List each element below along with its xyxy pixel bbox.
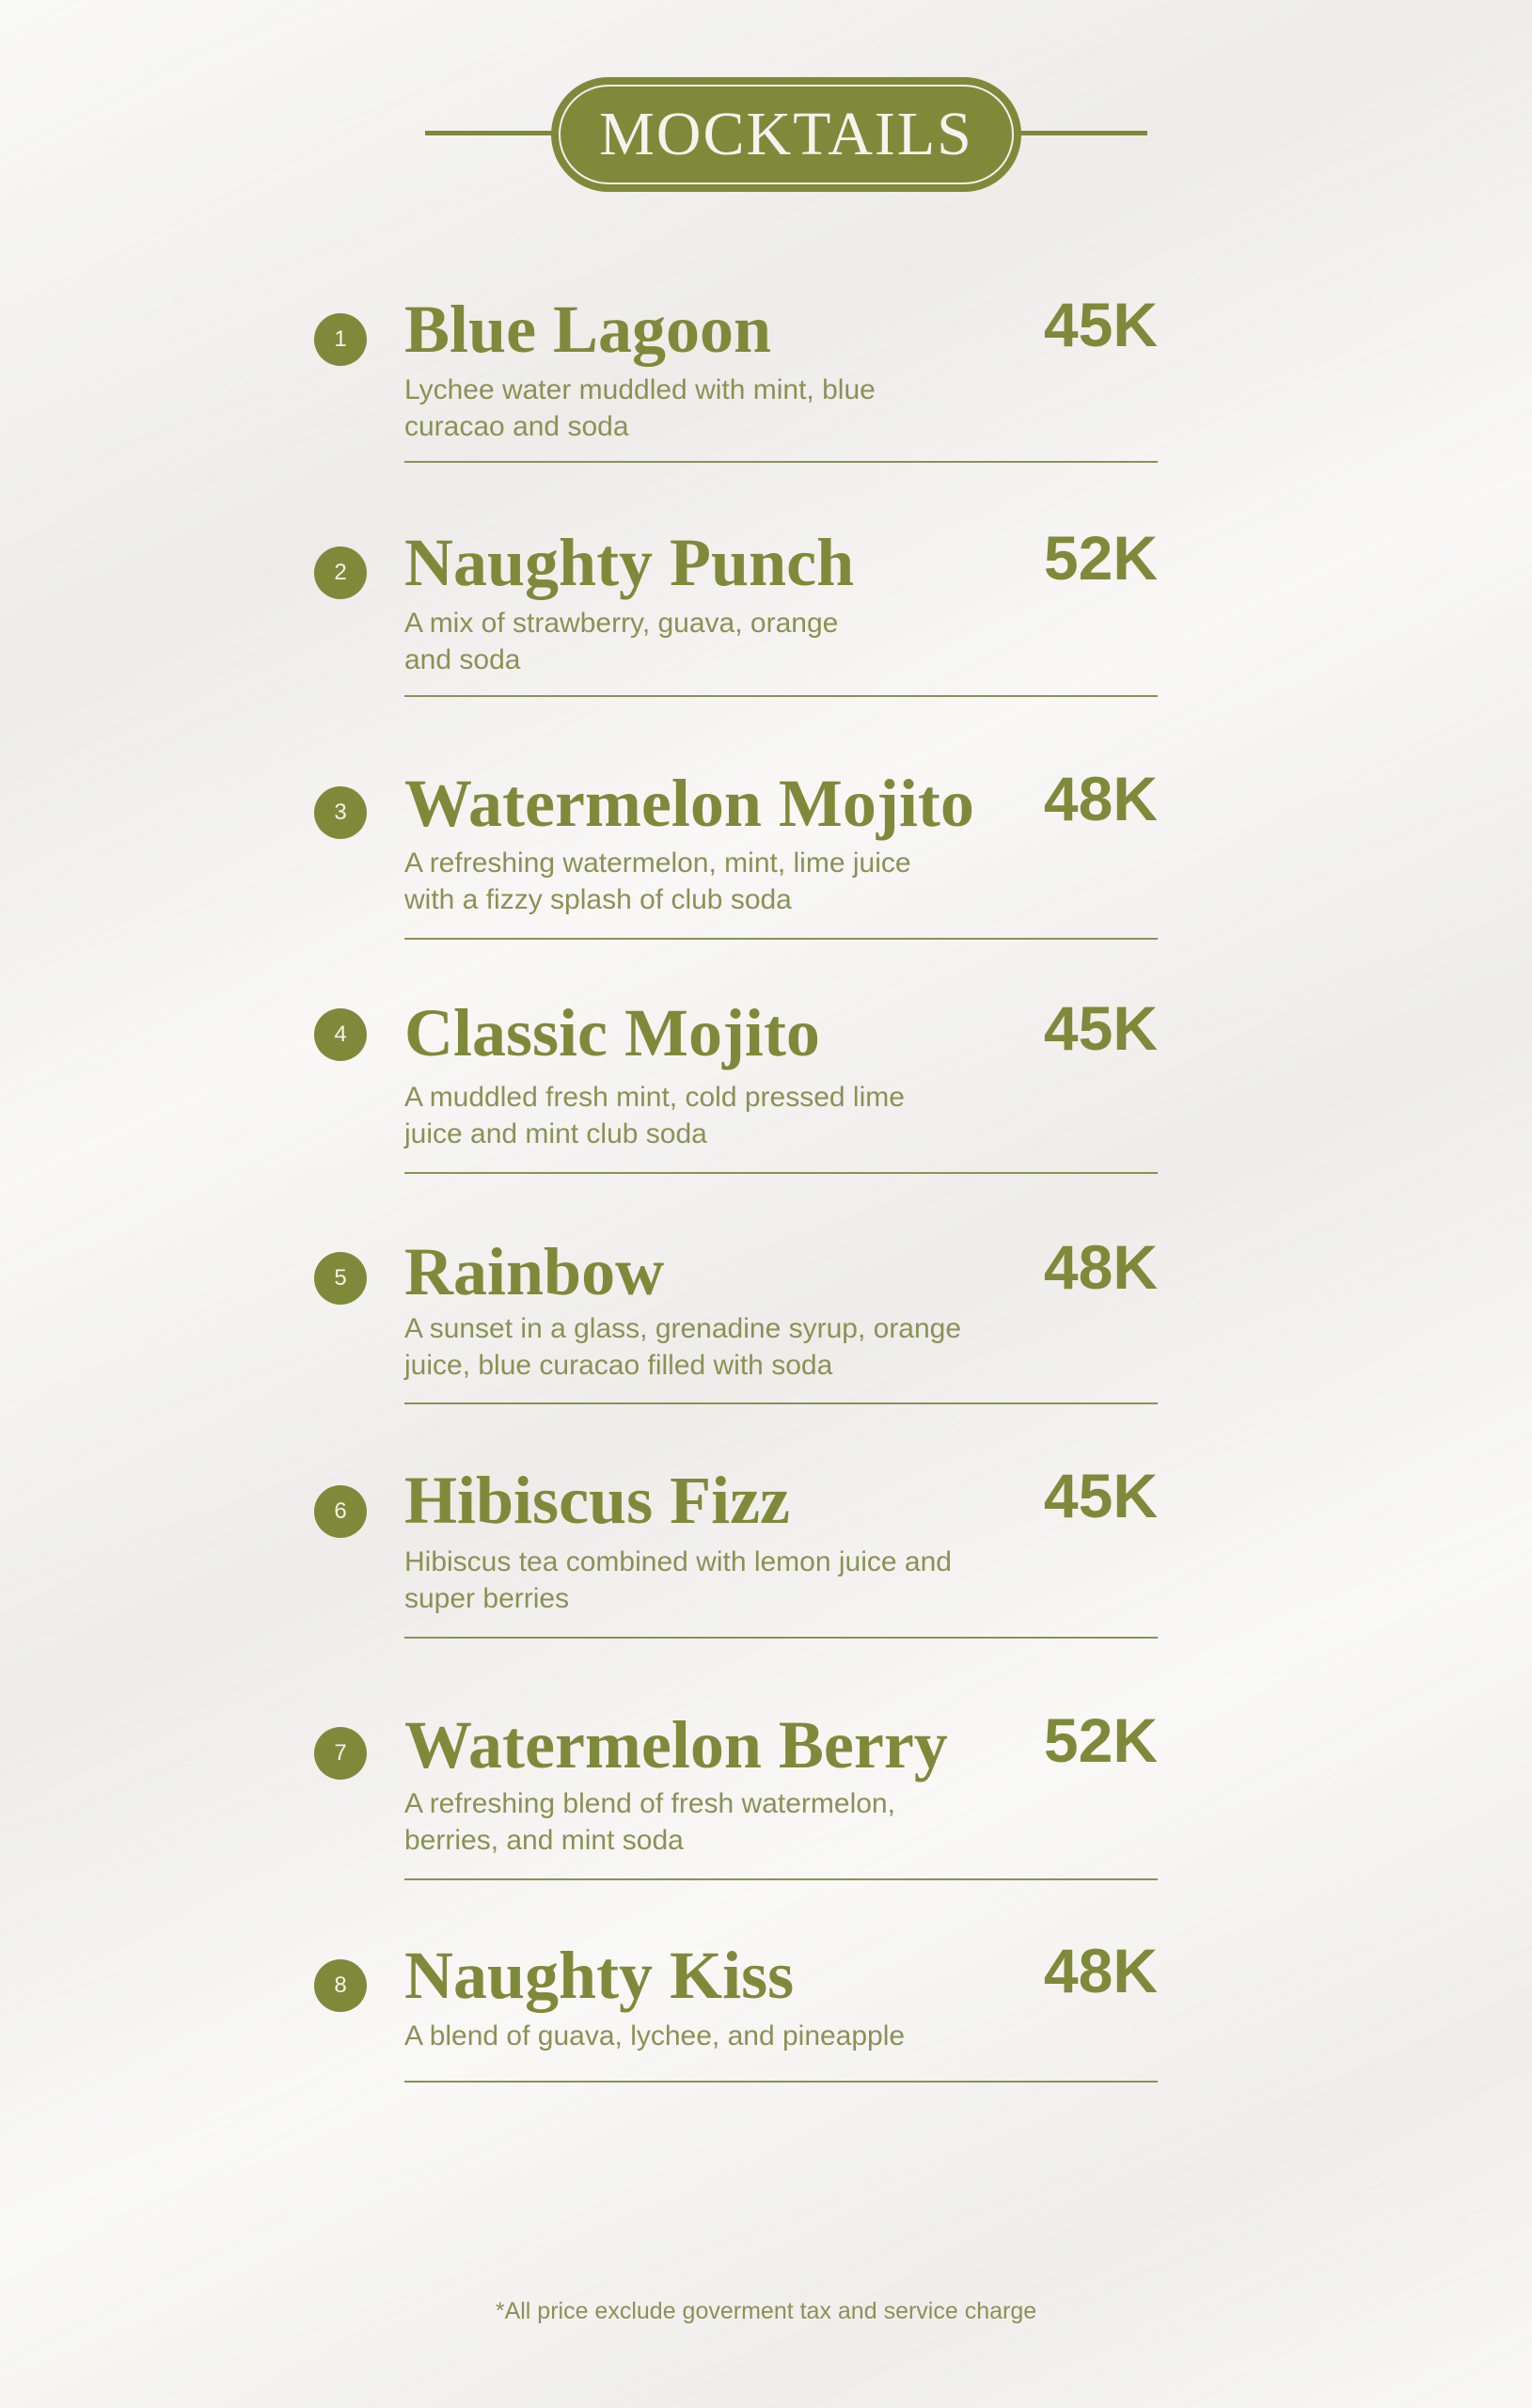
item-number-badge: 8 <box>314 1959 367 2012</box>
item-divider <box>404 2081 1158 2083</box>
item-price: 52K <box>1043 523 1158 593</box>
item-divider <box>404 1637 1158 1639</box>
item-description-line: Hibiscus tea combined with lemon juice and <box>404 1546 952 1577</box>
item-description-line: curacao and soda <box>404 411 629 442</box>
item-description-line: A sunset in a glass, grenadine syrup, orange <box>404 1313 962 1344</box>
item-number-badge: 5 <box>314 1252 367 1305</box>
item-price: 45K <box>1043 1461 1158 1530</box>
item-description-line: juice, blue curacao filled with soda <box>404 1350 833 1381</box>
item-divider <box>404 1172 1158 1174</box>
item-divider <box>404 1878 1158 1880</box>
item-number-badge: 1 <box>314 313 367 366</box>
item-number-badge: 2 <box>314 547 367 599</box>
page-title: MOCKTAILS <box>599 100 973 168</box>
item-name: Naughty Punch <box>404 525 855 600</box>
item-description-line: and soda <box>404 644 521 675</box>
item-description-line: A muddled fresh mint, cold pressed lime <box>404 1082 905 1113</box>
menu-item <box>0 525 1532 760</box>
item-description <box>404 1079 905 1152</box>
menu-item <box>0 292 1532 527</box>
item-name: Watermelon Mojito <box>404 766 974 841</box>
item-description <box>404 1785 895 1859</box>
item-description-line: A refreshing blend of fresh watermelon, <box>404 1788 895 1819</box>
item-description-line: berries, and mint soda <box>404 1825 684 1856</box>
item-number-badge: 7 <box>314 1727 367 1780</box>
item-description-line: with a fizzy splash of club soda <box>404 884 792 915</box>
item-price: 52K <box>1043 1705 1158 1775</box>
item-divider <box>404 695 1158 697</box>
menu-item <box>0 1463 1532 1698</box>
item-price: 45K <box>1043 993 1158 1063</box>
item-description-line: juice and mint club soda <box>404 1118 707 1149</box>
item-description <box>404 1310 961 1384</box>
item-name: Watermelon Berry <box>404 1707 948 1782</box>
item-description <box>404 605 838 678</box>
menu-item <box>0 995 1532 1230</box>
header-badge <box>551 77 1021 192</box>
header-rule-right <box>1016 131 1147 135</box>
footnote: *All price exclude goverment tax and service charge <box>495 2298 1037 2324</box>
menu-item <box>0 1938 1532 2173</box>
item-number-badge: 3 <box>314 786 367 839</box>
item-description-line: super berries <box>404 1583 570 1614</box>
menu-item <box>0 1234 1532 1469</box>
item-name: Blue Lagoon <box>404 292 772 367</box>
item-number-badge: 4 <box>314 1008 367 1061</box>
item-price: 45K <box>1043 290 1158 359</box>
item-description <box>404 372 876 445</box>
item-price: 48K <box>1043 764 1158 833</box>
menu-item <box>0 1707 1532 1942</box>
item-description <box>404 2018 905 2054</box>
item-divider <box>404 1402 1158 1404</box>
item-description-line: A blend of guava, lychee, and pineapple <box>404 2020 906 2052</box>
item-name: Classic Mojito <box>404 995 820 1070</box>
menu-item <box>0 766 1532 1001</box>
item-price: 48K <box>1043 1936 1158 2005</box>
item-name: Rainbow <box>404 1234 665 1309</box>
item-price: 48K <box>1043 1232 1158 1302</box>
item-description-line: Lychee water muddled with mint, blue <box>404 374 876 405</box>
item-name: Hibiscus Fizz <box>404 1463 790 1538</box>
item-number-badge: 6 <box>314 1485 367 1538</box>
item-description-line: A mix of strawberry, guava, orange <box>404 608 839 639</box>
item-description-line: A refreshing watermelon, mint, lime juice <box>404 848 911 879</box>
item-description <box>404 1544 952 1617</box>
item-name: Naughty Kiss <box>404 1938 795 2013</box>
header-rule-left <box>425 131 557 135</box>
menu-header <box>0 77 1532 192</box>
item-description <box>404 845 911 918</box>
item-divider <box>404 938 1158 940</box>
item-divider <box>404 461 1158 463</box>
